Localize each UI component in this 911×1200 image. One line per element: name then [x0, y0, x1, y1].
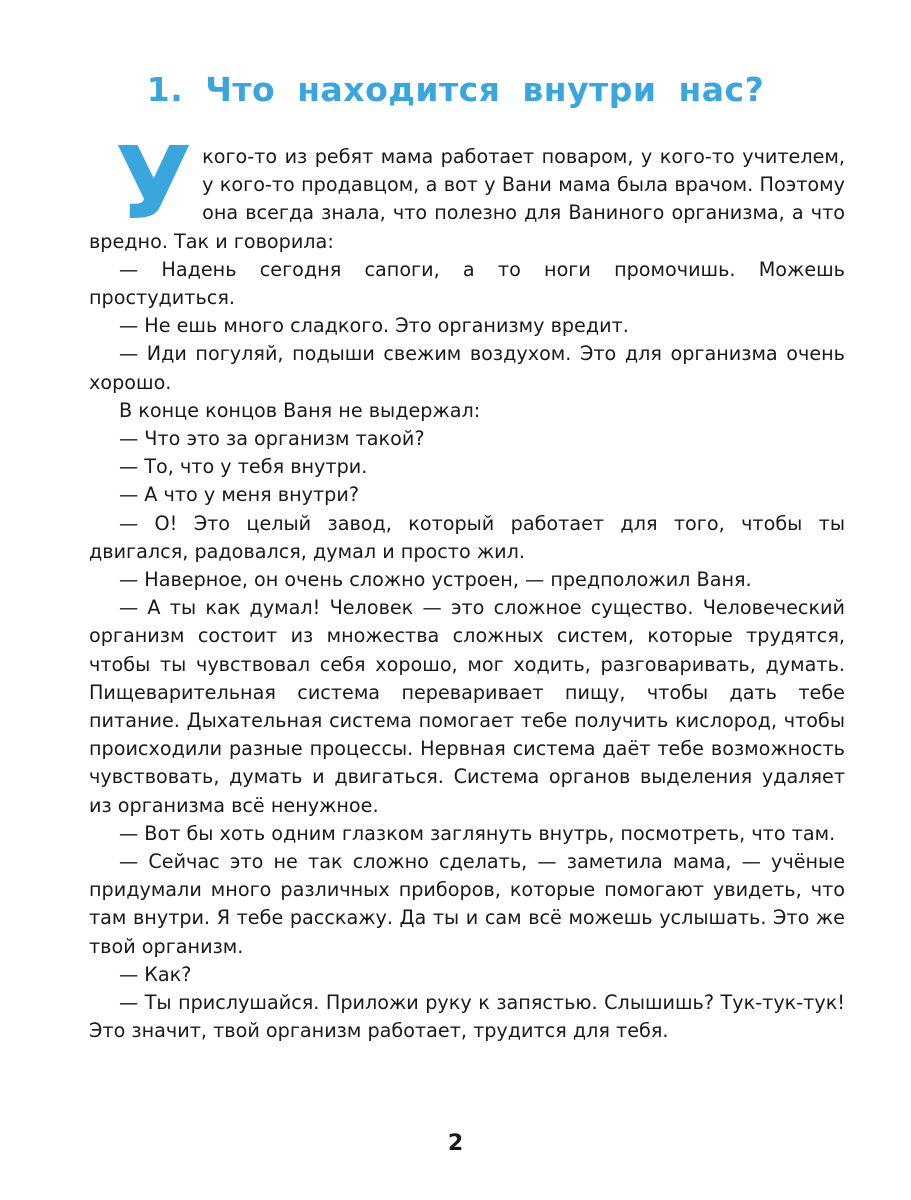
- paragraph: В конце концов Ваня не выдержал:: [119, 398, 481, 422]
- paragraph: — То, что у тебя внутри.: [119, 455, 368, 479]
- drop-cap: У: [115, 125, 193, 242]
- page-title: 1. Что находится внутри нас?: [146, 70, 765, 109]
- paragraph: — Что это за организм такой?: [119, 427, 425, 451]
- chapter-text: [89, 125, 845, 1046]
- paragraph: — О! Это целый завод, который работает для того, чтобы ты двигался, радовался, думал и просто жил.: [89, 511, 845, 563]
- paragraph: — Не ешь много сладкого. Это организму вредит.: [119, 314, 629, 338]
- paragraph: — Наверное, он очень сложно устроен, — предположил Ваня.: [119, 568, 752, 592]
- paragraph: — Надень сегодня сапоги, а то ноги промочишь. Можешь простудиться.: [89, 257, 845, 310]
- page-number: 2: [447, 1131, 464, 1156]
- intro-paragraph: [89, 125, 845, 256]
- paragraph: — А ты как думал! Человек — это сложное существо. Человеческий организм состоит из множества сложных систем, которые трудятся, чтобы ты чувствовал себя хорошо, мог ходить, разговаривать, думать. Пищеварительная система переваривает пищу, чтобы дать тебе питание. Дыхательная система помогает тебе получить кислород, чтобы происходили разные процессы. Нервная система даёт тебе возможность чувствовать, думать и двигаться. Система органов выделения удаляет из организма всё ненужное.: [89, 596, 845, 817]
- paragraph: — Ты прислушайся. Приложи руку к запястью. Слышишь? Тук-тук-тук! Это значит, твой организм работает, трудится для тебя.: [89, 991, 845, 1043]
- paragraph: — А что у меня внутри?: [119, 483, 360, 507]
- paragraph: — Вот бы хоть одним глазком заглянуть внутрь, посмотреть, что там.: [119, 821, 836, 845]
- intro-text: кого-то из ребят мама работает поваром, у кого-то учителем, у кого-то продавцом, а вот у Вани мама была врачом. Поэтому она всегда знала, что полезно для Ваниного организма, а что вредно. Так и говорила:: [89, 145, 845, 253]
- paragraph: — Как?: [119, 962, 192, 986]
- paragraph: — Иди погуляй, подыши свежим воздухом. Это для организма очень хорошо.: [89, 342, 845, 394]
- paragraph: — Сейчас это не так сложно сделать, — заметила мама, — учёные придумали много различных приборов, которые помогают увидеть, что там внутри. Я тебе расскажу. Да ты и сам всё можешь услышать. Это же твой организм.: [89, 850, 845, 958]
